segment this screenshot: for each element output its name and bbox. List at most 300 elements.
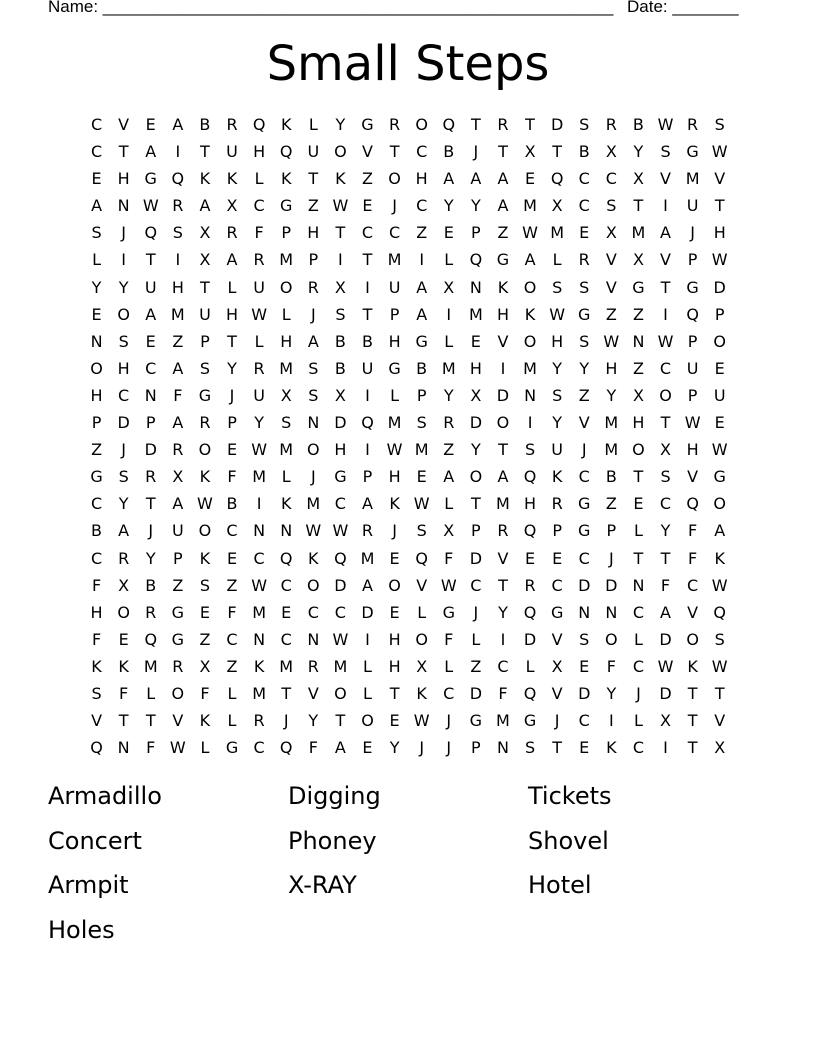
grid-letter: S (714, 629, 725, 649)
grid-letter: L (633, 521, 643, 541)
grid-letter: W (413, 494, 430, 514)
grid-letter: K (199, 169, 211, 189)
grid-letter: O (415, 115, 428, 134)
grid-letter: S (579, 331, 590, 351)
grid-letter: N (307, 413, 320, 433)
grid-letter: R (307, 277, 319, 297)
grid-letter: M (387, 250, 402, 270)
grid-letter: A (334, 738, 346, 758)
grid-letter: V (416, 575, 428, 595)
grid-letter: H (388, 331, 401, 351)
grid-letter: O (523, 331, 537, 351)
grid-letter: Q (334, 548, 347, 568)
grid-letter: A (714, 521, 726, 541)
grid-letter: V (660, 169, 671, 189)
grid-letter: J (148, 521, 154, 541)
grid-letter: U (686, 358, 699, 378)
grid-letter: Y (470, 196, 481, 216)
grid-letter: W (711, 440, 728, 460)
grid-letter: M (496, 494, 510, 514)
grid-letter: C (659, 358, 672, 378)
grid-letter: T (145, 494, 156, 514)
grid-letter: O (496, 413, 510, 433)
grid-letter: T (498, 142, 508, 162)
grid-letter: W (657, 115, 674, 134)
grid-row (83, 219, 733, 246)
grid-letter: R (361, 521, 374, 541)
grid-letter: L (254, 331, 264, 351)
grid-letter: C (687, 575, 699, 595)
grid-letter: C (334, 494, 346, 514)
grid-letter: N (253, 629, 266, 649)
grid-letter: M (252, 602, 267, 622)
grid-letter: G (171, 602, 185, 622)
grid-letter: N (524, 385, 537, 405)
grid-letter: G (686, 142, 699, 162)
grid-row (83, 192, 733, 219)
grid-letter: C (632, 656, 644, 676)
grid-letter: V (687, 467, 699, 487)
grid-letter: L (552, 250, 562, 270)
grid-letter: G (523, 711, 537, 731)
grid-letter: M (523, 196, 537, 216)
grid-letter: Q (361, 413, 374, 433)
grid-letter: D (469, 683, 483, 703)
grid-letter: E (389, 711, 400, 731)
grid-letter: V (714, 169, 726, 189)
grid-letter: G (632, 277, 645, 297)
grid-letter: X (632, 385, 644, 405)
grid-letter: T (687, 738, 698, 758)
grid-letter: O (307, 440, 320, 460)
grid-letter: P (389, 304, 400, 324)
grid-letter: T (633, 467, 644, 487)
grid-letter: U (361, 358, 374, 378)
grid-letter: T (633, 548, 644, 568)
grid-letter: H (496, 304, 509, 324)
grid-row (83, 599, 733, 626)
grid-letter: G (578, 494, 591, 514)
grid-letter: L (390, 385, 400, 405)
grid-letter: J (690, 223, 695, 243)
grid-letter: Q (523, 683, 537, 703)
grid-row (83, 463, 733, 490)
grid-row (83, 409, 733, 436)
grid-letter: E (416, 467, 427, 487)
grid-letter: S (524, 738, 536, 758)
grid-letter: A (524, 250, 536, 270)
grid-letter: M (414, 440, 429, 460)
grid-letter: E (714, 413, 725, 433)
grid-letter: R (253, 711, 265, 731)
grid-letter: Y (91, 277, 102, 297)
grid-letter: T (552, 738, 563, 758)
grid-letter: T (525, 115, 535, 134)
grid-letter: V (551, 683, 563, 703)
grid-letter: Y (335, 115, 346, 134)
grid-letter: M (279, 250, 294, 270)
grid-letter: C (632, 602, 644, 622)
grid-letter: I (175, 250, 181, 270)
grid-letter: W (603, 331, 620, 351)
grid-letter: E (579, 656, 590, 676)
grid-letter: X (416, 656, 428, 676)
grid-letter: U (144, 277, 157, 297)
grid-letter: E (362, 738, 373, 758)
grid-letter: T (687, 683, 698, 703)
grid-letter: F (119, 683, 129, 703)
grid-letter: W (332, 629, 349, 649)
grid-letter: T (308, 169, 319, 189)
grid-letter: O (686, 629, 699, 649)
grid-letter: P (687, 385, 698, 405)
grid-letter: Q (279, 142, 293, 162)
grid-letter: O (117, 304, 130, 324)
grid-letter: T (145, 711, 156, 731)
grid-letter: T (281, 683, 292, 703)
grid-letter: K (226, 169, 238, 189)
grid-letter: L (146, 683, 156, 703)
grid-letter: C (416, 196, 428, 216)
grid-letter: Y (660, 521, 671, 541)
grid-letter: R (172, 196, 184, 216)
grid-letter: G (225, 738, 239, 758)
grid-letter: L (308, 115, 318, 134)
grid-letter: K (308, 548, 319, 568)
word-list-item: Armadillo (48, 782, 162, 810)
grid-letter: Y (118, 277, 129, 297)
grid-letter: N (280, 521, 293, 541)
grid-letter: Y (552, 358, 563, 378)
grid-letter: J (473, 602, 479, 622)
grid-letter: Y (145, 548, 156, 568)
grid-letter: E (145, 331, 156, 351)
grid-letter: S (660, 467, 671, 487)
grid-letter: G (469, 711, 483, 731)
grid-letter: C (578, 467, 590, 487)
grid-letter: M (306, 494, 321, 514)
grid-letter: C (578, 711, 590, 731)
grid-letter: R (253, 358, 265, 378)
grid-row (83, 274, 733, 301)
grid-letter: R (389, 115, 401, 134)
grid-letter: A (470, 169, 482, 189)
grid-letter: N (632, 331, 645, 351)
grid-row (83, 328, 733, 355)
grid-letter: K (280, 115, 292, 134)
grid-letter: I (175, 142, 181, 162)
grid-letter: C (605, 169, 617, 189)
grid-row (83, 545, 733, 572)
grid-letter: O (361, 711, 374, 731)
grid-letter: S (579, 115, 590, 134)
grid-letter: K (389, 494, 400, 514)
grid-letter: Z (307, 196, 319, 216)
grid-letter: K (280, 169, 292, 189)
grid-letter: J (554, 711, 560, 731)
grid-letter: T (200, 277, 210, 297)
grid-letter: W (711, 656, 728, 676)
grid-letter: G (686, 277, 699, 297)
grid-letter: X (714, 738, 726, 758)
grid-letter: H (415, 169, 428, 189)
grid-letter: A (362, 494, 373, 514)
grid-letter: N (496, 738, 509, 758)
grid-letter: Q (252, 115, 266, 134)
grid-letter: H (280, 331, 293, 351)
grid-letter: U (171, 521, 184, 541)
grid-letter: U (226, 142, 238, 162)
grid-letter: W (684, 413, 701, 433)
grid-letter: C (280, 629, 292, 649)
grid-letter: A (226, 250, 238, 270)
grid-letter: A (172, 494, 184, 514)
grid-letter: Y (227, 358, 237, 378)
grid-letter: Y (470, 440, 481, 460)
grid-letter: U (686, 196, 699, 216)
grid-letter: X (172, 467, 184, 487)
grid-letter: G (388, 358, 401, 378)
grid-letter: V (497, 548, 509, 568)
grid-letter: Z (578, 385, 590, 405)
grid-letter: M (523, 358, 537, 378)
grid-letter: G (713, 467, 726, 487)
grid-letter: U (551, 440, 563, 460)
grid-letter: Z (497, 223, 509, 243)
grid-letter: T (362, 304, 373, 324)
grid-letter: V (605, 277, 617, 297)
grid-letter: X (605, 223, 617, 243)
grid-letter: R (226, 115, 238, 134)
grid-letter: L (227, 711, 237, 731)
grid-letter: P (471, 521, 481, 541)
grid-letter: P (416, 385, 427, 405)
grid-letter: Y (633, 142, 644, 162)
grid-letter: D (117, 413, 130, 433)
grid-letter: D (659, 683, 672, 703)
grid-letter: S (335, 304, 346, 324)
grid-letter: W (386, 440, 403, 460)
grid-letter: W (549, 304, 566, 324)
grid-letter: Z (605, 494, 617, 514)
grid-letter: E (226, 440, 238, 460)
grid-letter: V (660, 250, 671, 270)
grid-letter: B (605, 467, 617, 487)
grid-letter: C (361, 223, 374, 243)
grid-letter: T (389, 142, 400, 162)
grid-letter: I (365, 385, 370, 405)
grid-letter: V (551, 629, 563, 649)
word-list-item: Concert (48, 826, 142, 855)
grid-letter: J (392, 521, 397, 541)
grid-letter: Z (443, 440, 455, 460)
grid-letter: B (226, 494, 238, 514)
grid-letter: E (118, 629, 129, 649)
grid-letter: S (714, 115, 725, 134)
grid-letter: X (280, 385, 292, 405)
grid-letter: X (551, 656, 563, 676)
grid-letter: C (90, 115, 103, 134)
grid-letter: Q (415, 548, 428, 568)
grid-letter: Q (144, 629, 158, 649)
grid-letter: T (714, 683, 725, 703)
grid-letter: K (199, 467, 211, 487)
grid-row (83, 734, 733, 761)
grid-letter: N (307, 629, 320, 649)
grid-letter: T (660, 277, 671, 297)
grid-letter: I (121, 250, 126, 270)
grid-letter: P (91, 413, 102, 433)
grid-letter: K (687, 656, 698, 676)
grid-letter: R (443, 413, 455, 433)
grid-letter: A (172, 115, 184, 134)
grid-letter: F (91, 629, 102, 649)
grid-letter: E (389, 548, 400, 568)
grid-letter: N (578, 602, 591, 622)
grid-row (83, 111, 733, 138)
grid-letter: O (713, 494, 726, 514)
grid-letter: W (711, 575, 728, 595)
grid-letter: F (688, 521, 698, 541)
grid-letter: Y (606, 683, 617, 703)
grid-letter: Q (523, 521, 537, 541)
grid-letter: D (578, 683, 591, 703)
grid-letter: Y (443, 385, 454, 405)
grid-letter: X (199, 223, 211, 243)
grid-letter: R (145, 467, 157, 487)
grid-letter: T (660, 548, 671, 568)
grid-row (83, 138, 733, 165)
grid-letter: M (631, 223, 646, 243)
grid-letter: E (91, 304, 102, 324)
grid-row (83, 680, 733, 707)
grid-letter: M (685, 169, 700, 189)
grid-letter: K (497, 277, 509, 297)
grid-letter: J (608, 548, 614, 568)
grid-letter: J (121, 223, 126, 243)
grid-letter: H (551, 331, 564, 351)
grid-letter: M (252, 467, 267, 487)
grid-letter: C (253, 548, 265, 568)
grid-letter: F (660, 575, 671, 595)
grid-letter: N (90, 331, 103, 351)
grid-letter: C (90, 142, 103, 162)
grid-letter: D (550, 115, 564, 134)
date-field-label: Date: _______ (627, 0, 739, 16)
grid-letter: T (118, 711, 129, 731)
grid-letter: I (500, 358, 506, 378)
grid-letter: K (335, 169, 346, 189)
grid-letter: K (714, 548, 725, 568)
grid-letter: P (471, 738, 481, 758)
grid-letter: J (473, 142, 479, 162)
grid-letter: G (171, 629, 185, 649)
grid-letter: H (171, 277, 184, 297)
grid-letter: I (338, 250, 343, 270)
grid-letter: Q (171, 169, 185, 189)
grid-letter: M (279, 440, 294, 460)
grid-letter: M (387, 413, 402, 433)
grid-letter: S (199, 575, 210, 595)
grid-letter: Z (416, 223, 428, 243)
grid-letter: K (118, 656, 129, 676)
grid-letter: I (446, 304, 452, 324)
grid-letter: K (199, 548, 211, 568)
grid-letter: A (497, 169, 509, 189)
grid-letter: W (332, 196, 349, 216)
grid-letter: E (443, 223, 454, 243)
grid-letter: T (552, 142, 563, 162)
grid-letter: O (713, 331, 726, 351)
grid-letter: W (413, 711, 430, 731)
grid-letter: J (121, 440, 126, 460)
grid-letter: A (660, 602, 671, 622)
grid-row (83, 165, 733, 192)
word-list (48, 774, 768, 952)
grid-letter: M (252, 683, 267, 703)
grid-letter: Q (523, 602, 537, 622)
grid-letter: G (90, 467, 103, 487)
grid-letter: H (226, 304, 239, 324)
grid-letter: W (251, 440, 268, 460)
grid-letter: A (416, 304, 428, 324)
grid-letter: A (307, 331, 319, 351)
grid-letter: M (143, 656, 158, 676)
grid-letter: R (253, 250, 265, 270)
grid-letter: L (444, 494, 454, 514)
grid-row (83, 517, 733, 544)
grid-letter: A (660, 223, 671, 243)
grid-letter: X (470, 385, 482, 405)
grid-letter: B (145, 575, 157, 595)
grid-letter: R (145, 602, 157, 622)
grid-letter: G (550, 602, 564, 622)
grid-letter: L (254, 169, 264, 189)
grid-letter: N (144, 385, 157, 405)
name-field-label: Name: ______________________________________________________ (48, 0, 614, 16)
grid-letter: E (714, 358, 725, 378)
grid-letter: J (446, 711, 452, 731)
grid-letter: E (91, 169, 102, 189)
grid-letter: E (524, 169, 536, 189)
grid-letter: K (606, 738, 617, 758)
grid-letter: O (90, 358, 103, 378)
grid-letter: M (604, 440, 619, 460)
grid-letter: O (388, 169, 401, 189)
grid-letter: X (334, 385, 346, 405)
grid-letter: X (551, 196, 563, 216)
grid-letter: P (173, 548, 183, 568)
grid-letter: D (469, 548, 483, 568)
grid-letter: S (524, 440, 536, 460)
grid-letter: S (552, 277, 563, 297)
grid-letter: I (365, 440, 370, 460)
grid-letter: M (279, 358, 294, 378)
grid-letter: X (524, 142, 536, 162)
grid-letter: Q (90, 738, 103, 758)
grid-letter: R (687, 115, 699, 134)
grid-letter: B (416, 358, 428, 378)
grid-letter: M (279, 656, 294, 676)
grid-letter: I (663, 738, 668, 758)
grid-letter: M (550, 223, 565, 243)
grid-letter: J (310, 467, 316, 487)
grid-letter: Z (226, 575, 238, 595)
grid-letter: M (360, 548, 375, 568)
grid-letter: B (91, 521, 103, 541)
grid-letter: C (659, 494, 672, 514)
grid-letter: Z (362, 169, 373, 189)
